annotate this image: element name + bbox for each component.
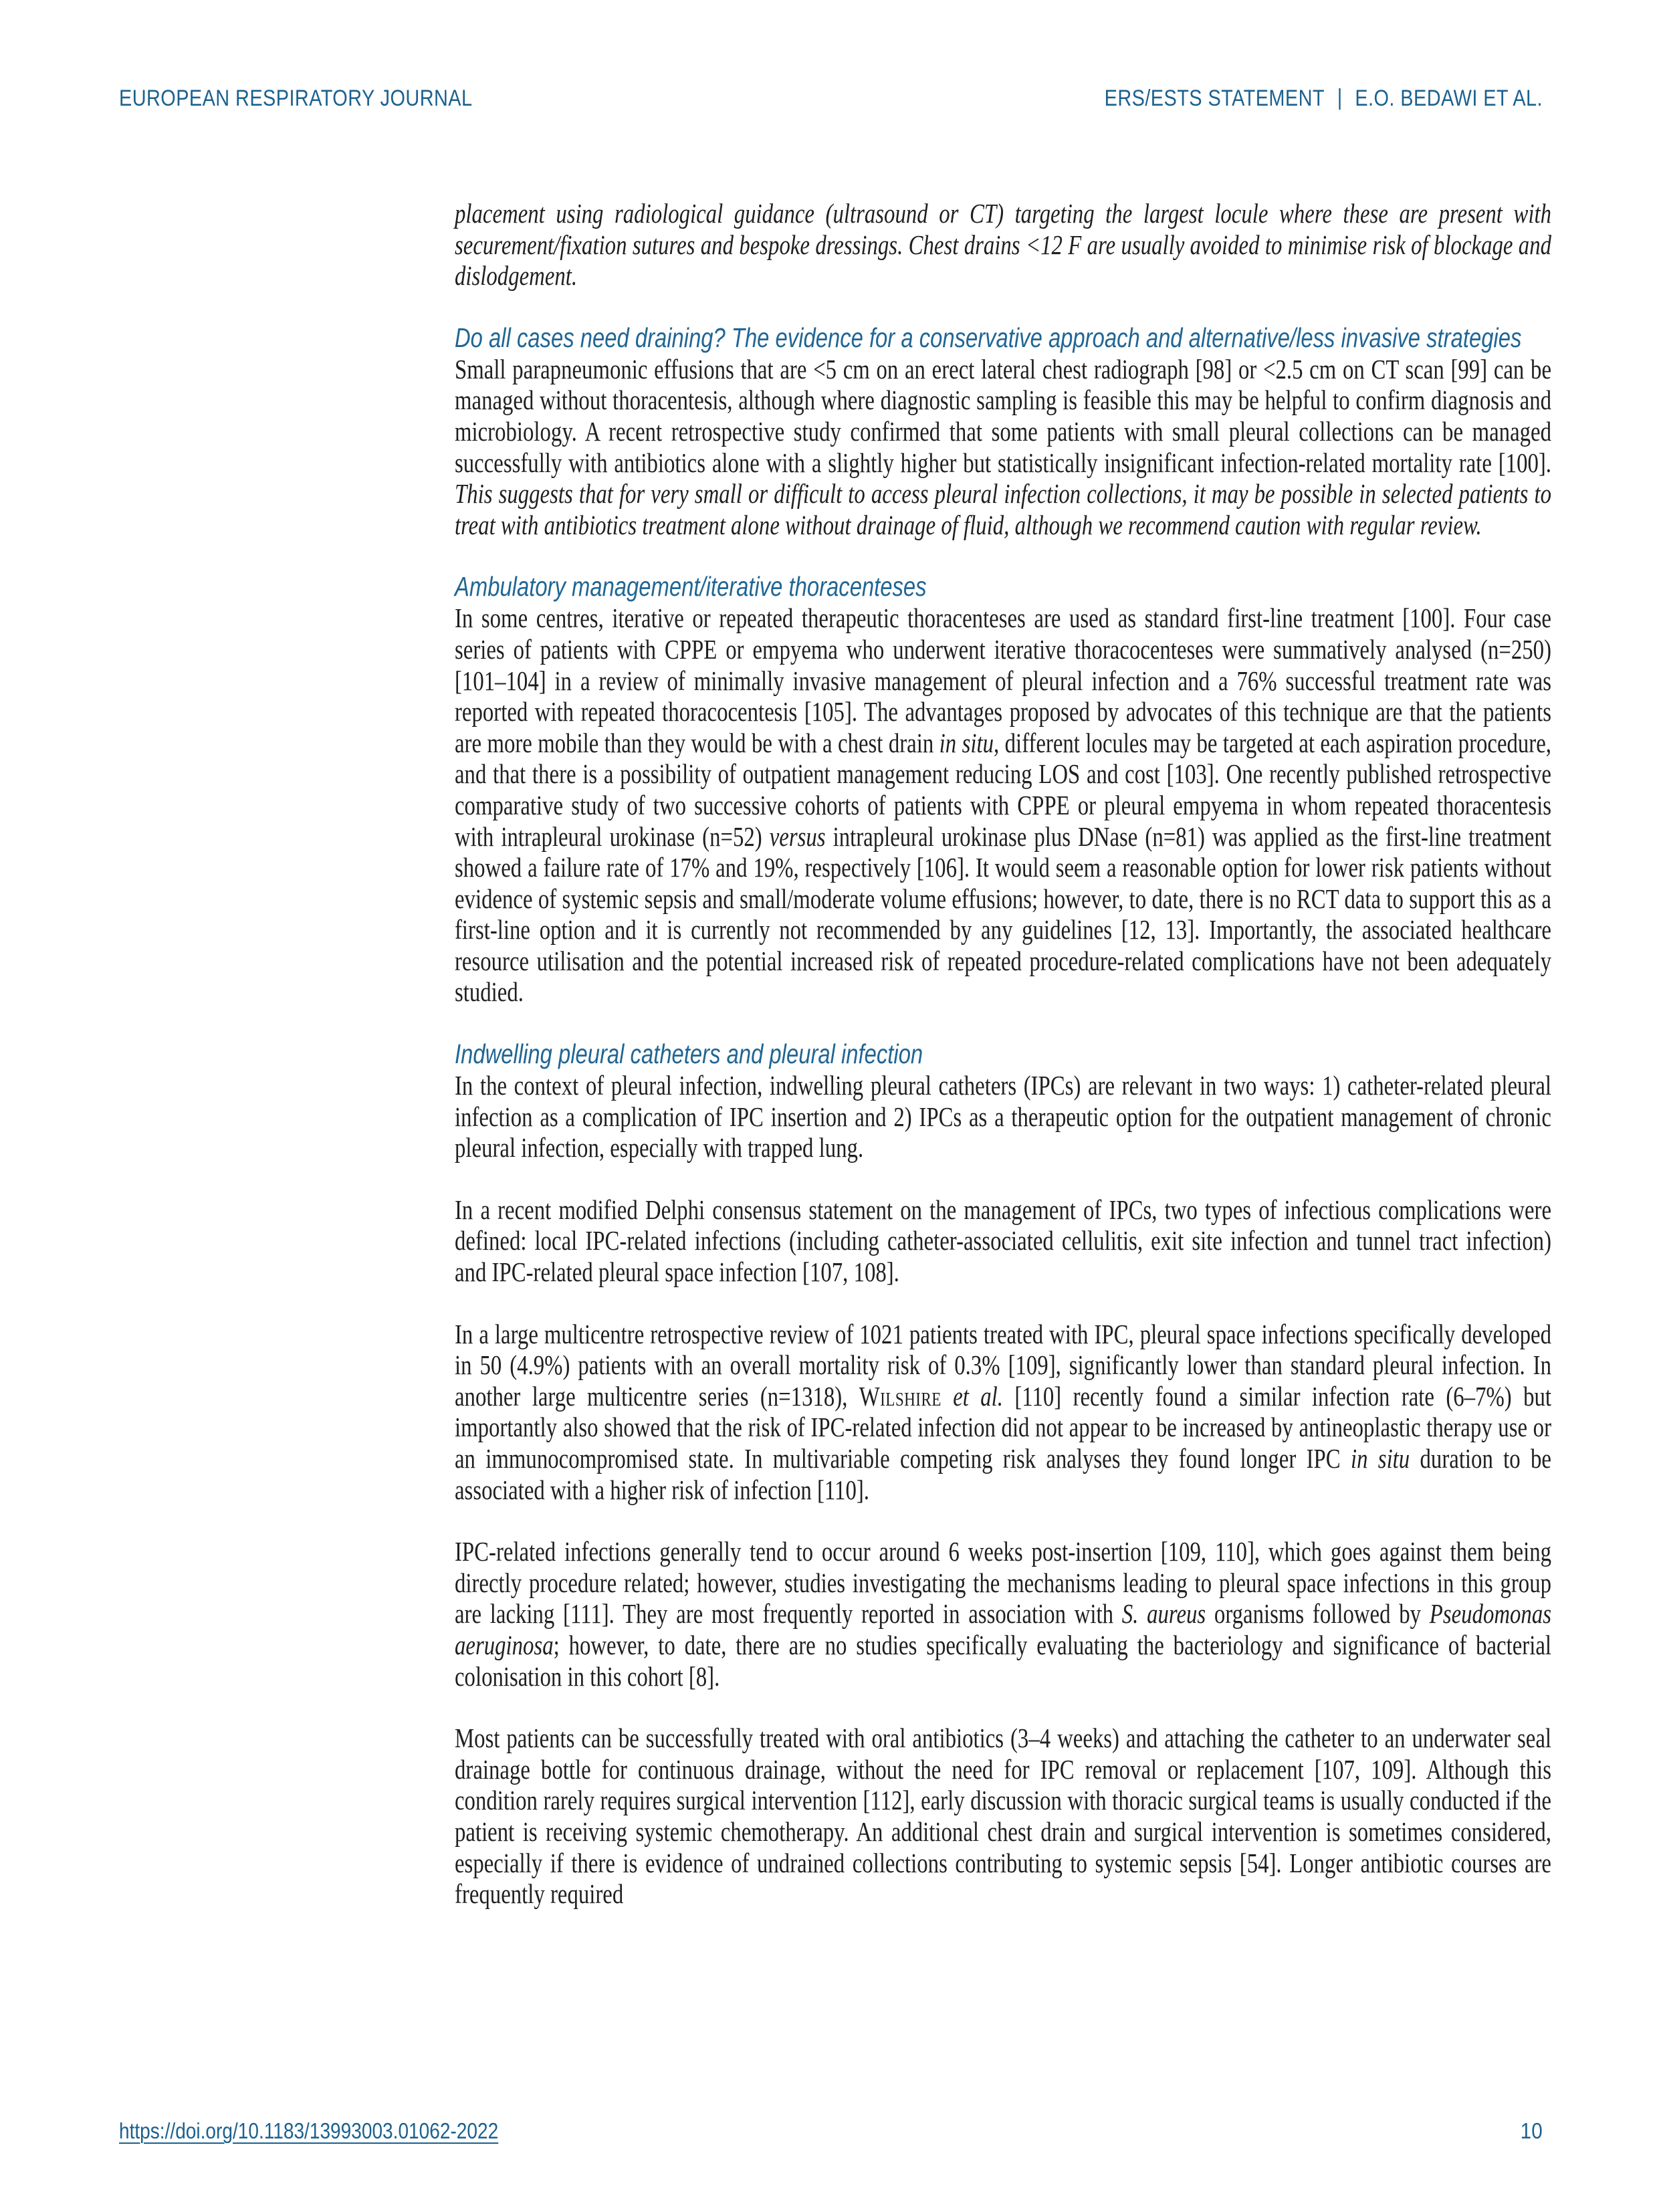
text-run: S. aureus: [1121, 1598, 1206, 1630]
page-number: 10: [1520, 2118, 1543, 2143]
text-run: In a large multicentre retrospective review of 1021 patients treated with IPC, pleural space infections specifically developed in 50 (4.9%) patients with an overall mortality risk of 0.3% [109], significantly lower than standard pleural infection. In another large multicentre series (n=1318),: [455, 1318, 1551, 1412]
section-heading: Do all cases need draining? The evidence for a conservative approach and alternative/less invasive strategies: [455, 322, 1522, 353]
header-separator: |: [1337, 85, 1343, 110]
text-run: in situ: [939, 727, 994, 758]
journal-name: EUROPEAN RESPIRATORY JOURNAL: [119, 86, 473, 111]
text-run: et al.: [953, 1380, 1003, 1412]
text-run: In a recent modified Delphi consensus statement on the management of IPCs, two types of infectious complications were defined: local IPC-related infections (including catheter-associated cellulitis, exit site infection and tunnel tract infection) and IPC-related pleural space infection [107, 108].: [455, 1194, 1551, 1288]
running-authors: E.O. BEDAWI ET AL.: [1355, 86, 1543, 111]
paragraph: [455, 198, 1551, 292]
section-heading: Ambulatory management/iterative thoracenteses: [455, 571, 927, 602]
text-run: In the context of pleural infection, indwelling pleural catheters (IPCs) are relevant in two ways: 1) catheter-related pleural infection as a complication of IPC insertion and 2) IPCs as a therapeutic option for the outpatient management of chronic pleural infection, especially with trapped lung.: [455, 1070, 1551, 1164]
paragraph: [455, 1070, 1551, 1164]
paragraph: [455, 354, 1551, 541]
text-run: IPC-related infections generally tend to occur around 6 weeks post-insertion [109, 110], which goes against them being directly procedure related; however, studies investigating the mechanisms leading to pleural space infections in this group are lacking [111]. They are most frequently reported in association with: [455, 1536, 1551, 1630]
statement-type: ERS/ESTS STATEMENT: [1104, 86, 1325, 111]
text-run: placement using radiological guidance (ultrasound or CT) targeting the largest locule where these are present with securement/fixation sutures and bespoke dressings. Chest drains <12 F are usually avoided to minimise risk of blockage and dislodgement.: [455, 198, 1551, 292]
text-run: Wilshire: [859, 1380, 942, 1412]
section-heading: Indwelling pleural catheters and pleural infection: [455, 1038, 923, 1070]
text-run: In some centres, iterative or repeated therapeutic thoracenteses are used as standard first-line treatment [100]. Four case series of patients with CPPE or empyema who underwent iterative thoracocenteses were summatively analysed (n=250) [101–104] in a review of minimally invasive management of pleural infection and a 76% successful treatment rate was reported with repeated thoracocentesis [105]. The advantages proposed by advocates of this technique are that the patients are more mobile than they would be with a chest drain: [455, 602, 1551, 758]
running-head: [1105, 86, 1543, 112]
paragraph: [455, 1194, 1551, 1288]
page-footer: [119, 2118, 1543, 2144]
text-run: [110] recently found a similar infection rate (6–7%) but importantly also showed that the risk of IPC-related infection did not appear to be increased by antineoplastic therapy use or an immunocompromised state. In multivariable competing risk analyses they found longer IPC: [455, 1380, 1552, 1474]
text-run: duration to be associated with a higher risk of infection [110].: [455, 1443, 1551, 1505]
page-header: [119, 86, 1543, 112]
text-run: This suggests that for very small or difficult to access pleural infection collections, it may be possible in selected patients to treat with antibiotics treatment alone without drainage of fluid, although we recommend caution with regular review.: [455, 478, 1551, 540]
text-run: ; however, to date, there are no studies specifically evaluating the bacteriology and significance of bacterial colonisation in this cohort [8].: [455, 1629, 1551, 1692]
paragraph: [455, 1536, 1551, 1692]
text-run: Small parapneumonic effusions that are <5 cm on an erect lateral chest radiograph [98] or <2.5 cm on CT scan [99] can be managed without thoracentesis, although where diagnostic sampling is feasible this may be helpful to confirm diagnosis and microbiology. A recent retrospective study confirmed that some patients with small pleural collections can be managed successfully with antibiotics alone with a slightly higher but statistically insignificant infection-related mortality rate [100].: [455, 353, 1551, 478]
text-run: Most patients can be successfully treated with oral antibiotics (3–4 weeks) and attaching the catheter to an underwater seal drainage bottle for continuous drainage, without the need for IPC removal or replacement [107, 109]. Although this condition rarely requires surgical intervention [112], early discussion with thoracic surgical teams is usually conducted if the patient is receiving systemic chemotherapy. An additional chest drain and surgical intervention is sometimes considered, especially if there is evidence of undrained collections contributing to systemic sepsis [54]. Longer antibiotic courses are frequently required: [455, 1723, 1551, 1910]
text-run: organisms followed by: [1206, 1598, 1430, 1630]
doi-link[interactable]: https://doi.org/10.1183/13993003.01062-2022: [119, 2118, 499, 2143]
text-run: Pseudomonas aeruginosa: [455, 1598, 1551, 1660]
paragraph: [455, 602, 1551, 1008]
article-body: [455, 198, 1551, 1941]
paragraph: [455, 1319, 1551, 1506]
text-run: in situ: [1350, 1443, 1410, 1474]
text-run: [942, 1381, 953, 1412]
paragraph: [455, 1723, 1551, 1910]
text-run: versus: [769, 820, 826, 852]
text-run: intrapleural urokinase plus DNase (n=81) was applied as the first-line treatment showed a failure rate of 17% and 19%, respectively [106]. It would seem a reasonable option for lower risk patients without evidence of systemic sepsis and small/moderate volume effusions; however, to date, there is no RCT data to support this as a first-line option and it is currently not recommended by any guidelines [12, 13]. Importantly, the associated healthcare resource utilisation and the potential increased risk of repeated procedure-related complications have not been adequately studied.: [455, 820, 1551, 1008]
text-run: , different locules may be targeted at each aspiration procedure, and that there is a possibility of outpatient management reducing LOS and cost [103]. One recently published retrospective comparative study of two successive cohorts of patients with CPPE or pleural empyema in whom repeated thoracentesis with intrapleural urokinase (n=52): [455, 727, 1551, 852]
